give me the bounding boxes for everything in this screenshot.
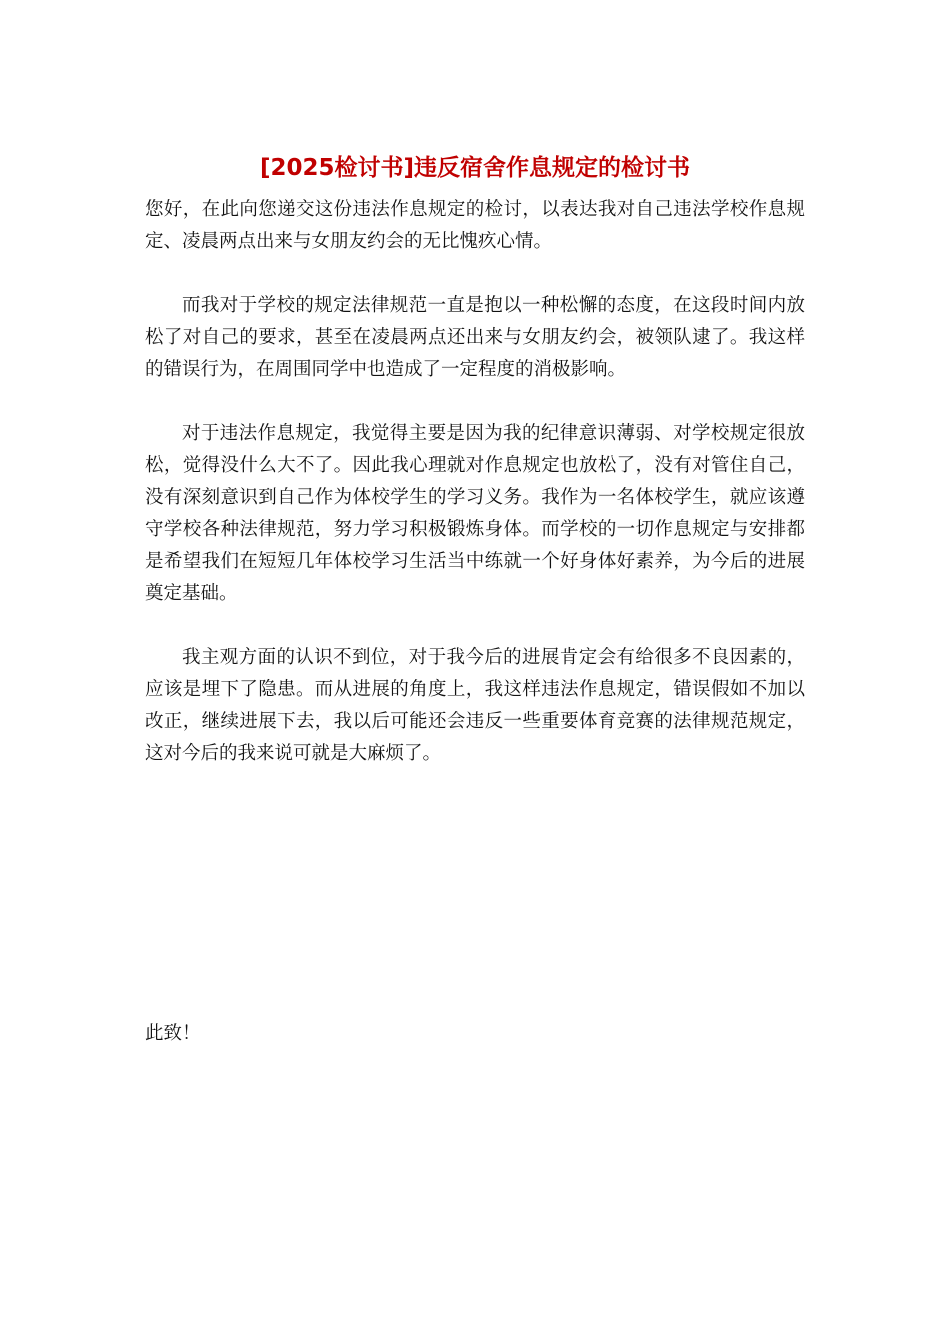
- paragraph-consequences: 我主观方面的认识不到位，对于我今后的进展肯定会有给很多不良因素的，应该是埋下了隐患。而从进展的角度上，我这样违法作息规定，错误假如不加以改正，继续进展下去，我以后可能还会违反一些重要体育竞赛的法律规范规定，这对今后的我来说可就是大麻烦了。: [145, 647, 805, 764]
- document-title: [2025检讨书]违反宿舍作息规定的检讨书: [259, 155, 691, 181]
- closing-salutation: 此致！: [145, 1023, 201, 1044]
- document-body: [145, 194, 805, 770]
- paragraph-reasons: 对于违法作息规定，我觉得主要是因为我的纪律意识薄弱、对学校规定很放松，觉得没什么大不了。因此我心理就对作息规定也放松了，没有对管住自己，没有深刻意识到自己作为体校学生的学习义务。我作为一名体校学生，就应该遵守学校各种法律规范，努力学习积极锻炼身体。而学校的一切作息规定与安排都是希望我们在短短几年体校学习生活当中练就一个好身体好素养，为今后的进展奠定基础。: [145, 423, 805, 604]
- paragraph-attitude: 而我对于学校的规定法律规范一直是抱以一种松懈的态度，在这段时间内放松了对自己的要求，甚至在凌晨两点还出来与女朋友约会，被领队逮了。我这样的错误行为，在周围同学中也造成了一定程度的消极影响。: [145, 295, 805, 380]
- paragraph-greeting: 您好，在此向您递交这份违法作息规定的检讨，以表达我对自己违法学校作息规定、凌晨两点出来与女朋友约会的无比愧疚心情。: [145, 199, 805, 252]
